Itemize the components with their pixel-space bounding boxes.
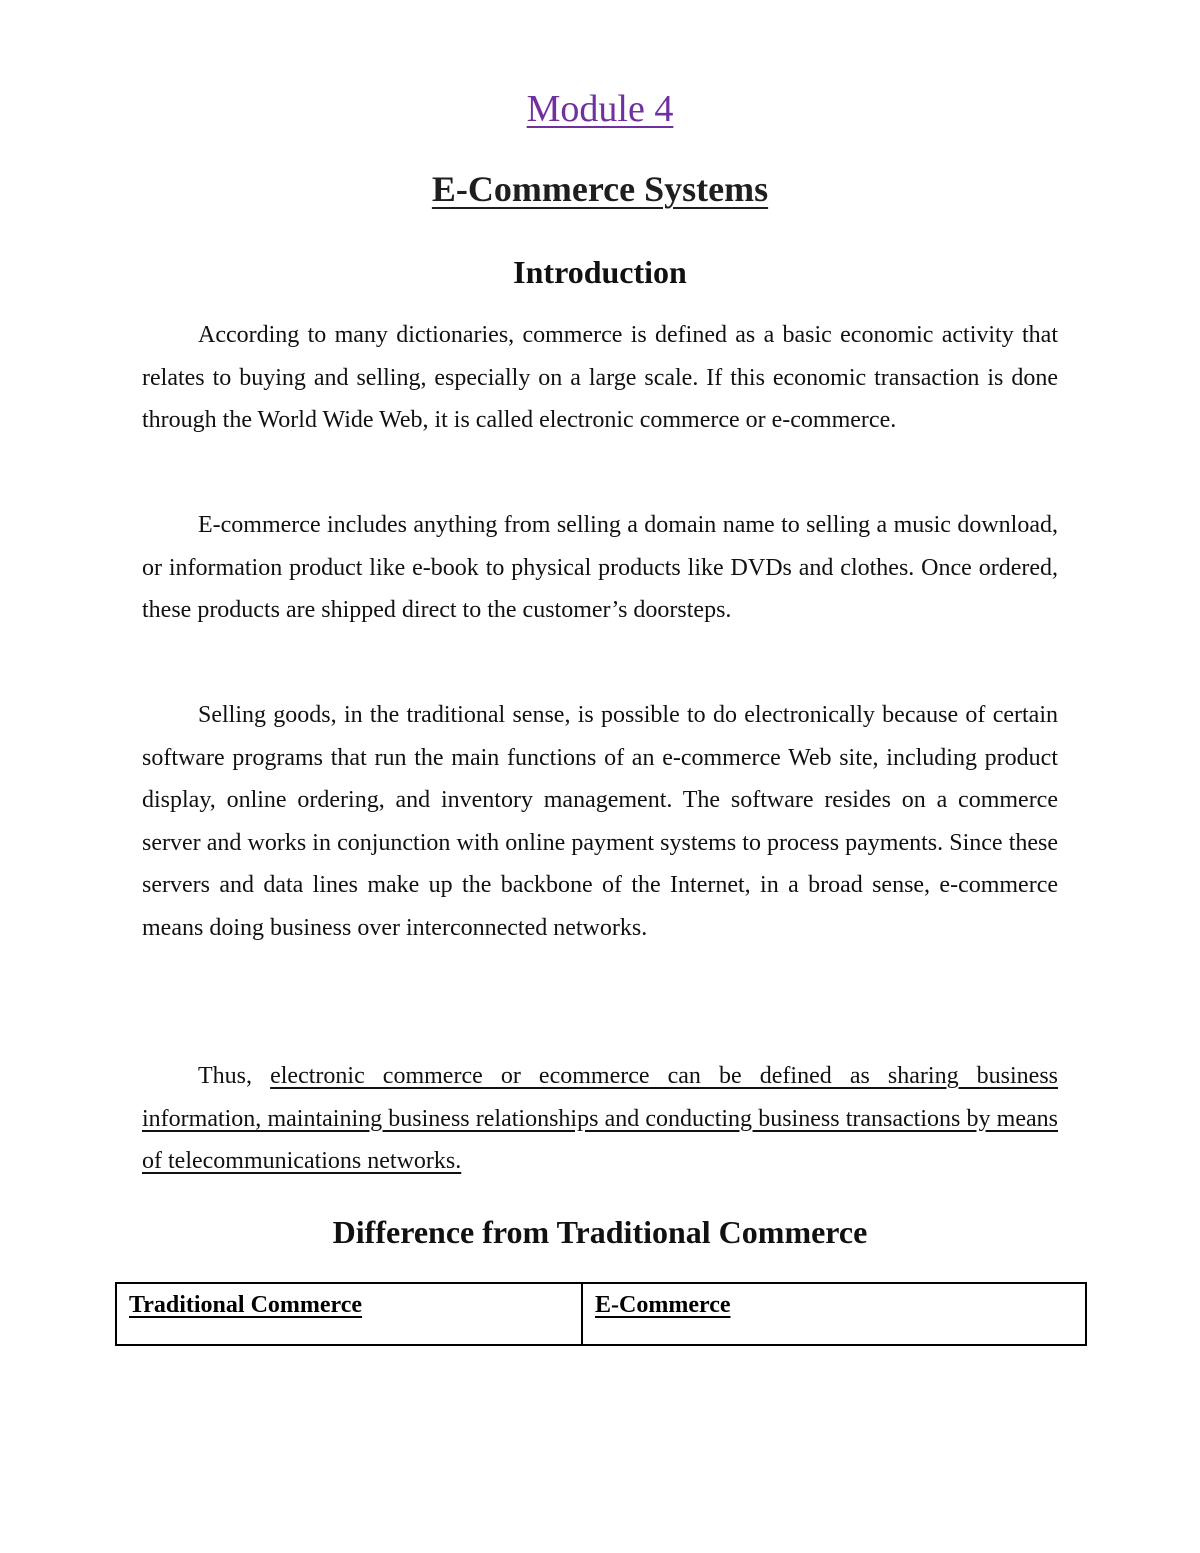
header-label-traditional: Traditional Commerce bbox=[129, 1292, 363, 1318]
table-header-traditional bbox=[116, 1283, 582, 1345]
intro-paragraph-3: Selling goods, in the traditional sense, is possible to do electronically because of certain software programs that run the main functions of an e-commerce Web site, including product display, online ordering, and inventory management. The software resides on a commerce server and works in conjunction with online payment systems to process payments. Since these servers and data lines make up the backbone of the Internet, in a broad sense, e-commerce means doing business over interconnected networks. bbox=[142, 702, 1058, 941]
ecommerce-definition: electronic commerce or ecommerce can be defined as sharing business information, maintaining business relationships and conducting business transactions by means of telecommunications networks. bbox=[142, 1063, 1059, 1175]
intro-paragraph-2: E-commerce includes anything from selling a domain name to selling a music download, or information product like e-book to physical products like DVDs and clothes. Once ordered, these products are shipped direct to the customer’s doorsteps. bbox=[142, 512, 1058, 624]
table-header-ecommerce bbox=[582, 1283, 1086, 1345]
introduction-heading: Introduction bbox=[513, 254, 687, 290]
header-label-ecommerce: E-Commerce bbox=[595, 1292, 731, 1318]
comparison-table bbox=[115, 1282, 1087, 1346]
definition-lead: Thus, bbox=[198, 1063, 271, 1089]
document-title: E-Commerce Systems bbox=[431, 169, 769, 209]
module-title: Module 4 bbox=[526, 88, 674, 130]
intro-paragraph-1: According to many dictionaries, commerce is defined as a basic economic activity that relates to buying and selling, especially on a large scale. If this economic transaction is done through the World Wide Web, it is called electronic commerce or e-commerce. bbox=[142, 322, 1058, 434]
table-header-row bbox=[116, 1283, 1086, 1345]
definition-paragraph bbox=[142, 1055, 1058, 1183]
difference-heading: Difference from Traditional Commerce bbox=[332, 1214, 868, 1250]
